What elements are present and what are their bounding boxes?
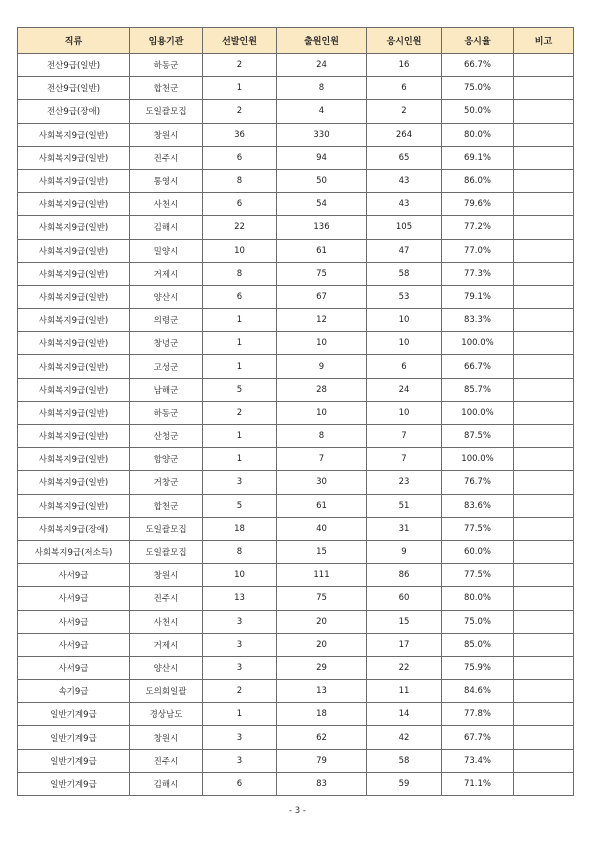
cell-examinee-count: 31 [367, 517, 442, 540]
cell-applicant-count: 15 [277, 540, 367, 563]
cell-applicant-count: 8 [277, 77, 367, 100]
cell-attendance-rate: 76.7% [442, 471, 514, 494]
cell-hiring-agency: 거제시 [130, 262, 203, 285]
table-row [18, 703, 574, 726]
cell-hiring-agency: 도의회일괄 [130, 680, 203, 703]
cell-selected-count: 13 [203, 587, 277, 610]
cell-job-category: 사회복지9급(일반) [18, 193, 130, 216]
cell-examinee-count: 58 [367, 749, 442, 772]
cell-applicant-count: 18 [277, 703, 367, 726]
table-row [18, 656, 574, 679]
table-row [18, 772, 574, 795]
cell-job-category: 사회복지9급(저소득) [18, 540, 130, 563]
cell-attendance-rate: 77.0% [442, 239, 514, 262]
cell-attendance-rate: 83.6% [442, 494, 514, 517]
cell-hiring-agency: 김해시 [130, 216, 203, 239]
cell-examinee-count: 23 [367, 471, 442, 494]
cell-job-category: 전산9급(일반) [18, 77, 130, 100]
cell-job-category: 사서9급 [18, 633, 130, 656]
cell-job-category: 사회복지9급(일반) [18, 146, 130, 169]
cell-hiring-agency: 창원시 [130, 123, 203, 146]
cell-remarks [514, 425, 574, 448]
cell-selected-count: 1 [203, 703, 277, 726]
cell-hiring-agency: 진주시 [130, 146, 203, 169]
cell-attendance-rate: 83.3% [442, 309, 514, 332]
cell-applicant-count: 20 [277, 633, 367, 656]
cell-hiring-agency: 창원시 [130, 564, 203, 587]
cell-selected-count: 5 [203, 378, 277, 401]
cell-remarks [514, 401, 574, 424]
cell-selected-count: 1 [203, 448, 277, 471]
cell-remarks [514, 564, 574, 587]
cell-examinee-count: 11 [367, 680, 442, 703]
table-row [18, 332, 574, 355]
cell-hiring-agency: 경상남도 [130, 703, 203, 726]
cell-remarks [514, 378, 574, 401]
cell-hiring-agency: 산청군 [130, 425, 203, 448]
cell-remarks [514, 54, 574, 77]
cell-job-category: 일반기계9급 [18, 749, 130, 772]
cell-remarks [514, 610, 574, 633]
cell-job-category: 사회복지9급(일반) [18, 239, 130, 262]
cell-selected-count: 8 [203, 262, 277, 285]
cell-hiring-agency: 통영시 [130, 169, 203, 192]
cell-applicant-count: 28 [277, 378, 367, 401]
cell-examinee-count: 59 [367, 772, 442, 795]
table-header [18, 28, 574, 54]
cell-examinee-count: 2 [367, 100, 442, 123]
table-row [18, 193, 574, 216]
cell-selected-count: 5 [203, 494, 277, 517]
cell-examinee-count: 47 [367, 239, 442, 262]
table-row [18, 146, 574, 169]
cell-remarks [514, 448, 574, 471]
cell-remarks [514, 239, 574, 262]
cell-hiring-agency: 양산시 [130, 656, 203, 679]
cell-attendance-rate: 66.7% [442, 355, 514, 378]
cell-applicant-count: 12 [277, 309, 367, 332]
cell-hiring-agency: 남해군 [130, 378, 203, 401]
cell-job-category: 사서9급 [18, 610, 130, 633]
cell-selected-count: 3 [203, 633, 277, 656]
cell-attendance-rate: 73.4% [442, 749, 514, 772]
cell-selected-count: 8 [203, 169, 277, 192]
cell-attendance-rate: 77.3% [442, 262, 514, 285]
cell-examinee-count: 16 [367, 54, 442, 77]
cell-hiring-agency: 도일괄모집 [130, 100, 203, 123]
header-remarks: 비고 [514, 28, 574, 54]
table-row [18, 100, 574, 123]
cell-hiring-agency: 밀양시 [130, 239, 203, 262]
cell-selected-count: 2 [203, 54, 277, 77]
table-row [18, 726, 574, 749]
cell-selected-count: 6 [203, 146, 277, 169]
cell-hiring-agency: 고성군 [130, 355, 203, 378]
page-number: - 3 - [289, 806, 306, 816]
cell-hiring-agency: 사천시 [130, 610, 203, 633]
cell-job-category: 사회복지9급(일반) [18, 471, 130, 494]
cell-selected-count: 2 [203, 680, 277, 703]
cell-examinee-count: 6 [367, 77, 442, 100]
cell-examinee-count: 43 [367, 169, 442, 192]
cell-examinee-count: 10 [367, 332, 442, 355]
table-row [18, 494, 574, 517]
cell-examinee-count: 43 [367, 193, 442, 216]
cell-remarks [514, 77, 574, 100]
cell-job-category: 사회복지9급(일반) [18, 123, 130, 146]
cell-applicant-count: 29 [277, 656, 367, 679]
table-row [18, 77, 574, 100]
cell-job-category: 사서9급 [18, 656, 130, 679]
cell-attendance-rate: 85.0% [442, 633, 514, 656]
cell-remarks [514, 146, 574, 169]
cell-attendance-rate: 77.2% [442, 216, 514, 239]
header-applicant-count: 출원인원 [277, 28, 367, 54]
cell-remarks [514, 633, 574, 656]
cell-applicant-count: 94 [277, 146, 367, 169]
table-row [18, 378, 574, 401]
cell-attendance-rate: 80.0% [442, 123, 514, 146]
cell-job-category: 전산9급(장애) [18, 100, 130, 123]
cell-selected-count: 1 [203, 355, 277, 378]
cell-job-category: 사회복지9급(일반) [18, 401, 130, 424]
cell-selected-count: 1 [203, 332, 277, 355]
cell-attendance-rate: 75.0% [442, 610, 514, 633]
cell-attendance-rate: 66.7% [442, 54, 514, 77]
cell-selected-count: 1 [203, 77, 277, 100]
cell-applicant-count: 54 [277, 193, 367, 216]
cell-attendance-rate: 75.0% [442, 77, 514, 100]
cell-job-category: 전산9급(일반) [18, 54, 130, 77]
table-row [18, 680, 574, 703]
cell-applicant-count: 4 [277, 100, 367, 123]
cell-attendance-rate: 71.1% [442, 772, 514, 795]
table-row [18, 633, 574, 656]
cell-job-category: 사회복지9급(일반) [18, 494, 130, 517]
cell-hiring-agency: 창원시 [130, 726, 203, 749]
cell-applicant-count: 67 [277, 285, 367, 308]
cell-hiring-agency: 진주시 [130, 749, 203, 772]
cell-remarks [514, 216, 574, 239]
header-attendance-rate: 응시율 [442, 28, 514, 54]
cell-applicant-count: 111 [277, 564, 367, 587]
cell-attendance-rate: 86.0% [442, 169, 514, 192]
cell-hiring-agency: 도일괄모집 [130, 517, 203, 540]
cell-applicant-count: 10 [277, 401, 367, 424]
cell-attendance-rate: 100.0% [442, 401, 514, 424]
cell-attendance-rate: 69.1% [442, 146, 514, 169]
cell-hiring-agency: 합천군 [130, 494, 203, 517]
cell-examinee-count: 58 [367, 262, 442, 285]
cell-examinee-count: 9 [367, 540, 442, 563]
cell-examinee-count: 264 [367, 123, 442, 146]
cell-applicant-count: 136 [277, 216, 367, 239]
cell-hiring-agency: 도일괄모집 [130, 540, 203, 563]
cell-examinee-count: 15 [367, 610, 442, 633]
cell-applicant-count: 79 [277, 749, 367, 772]
cell-remarks [514, 703, 574, 726]
cell-job-category: 사회복지9급(일반) [18, 262, 130, 285]
cell-job-category: 일반기계9급 [18, 703, 130, 726]
header-row [18, 28, 574, 54]
cell-remarks [514, 587, 574, 610]
table-row [18, 355, 574, 378]
cell-selected-count: 1 [203, 425, 277, 448]
cell-examinee-count: 10 [367, 401, 442, 424]
cell-applicant-count: 330 [277, 123, 367, 146]
cell-selected-count: 10 [203, 564, 277, 587]
cell-remarks [514, 726, 574, 749]
cell-applicant-count: 8 [277, 425, 367, 448]
cell-job-category: 일반기계9급 [18, 726, 130, 749]
cell-attendance-rate: 50.0% [442, 100, 514, 123]
cell-attendance-rate: 100.0% [442, 332, 514, 355]
cell-attendance-rate: 77.5% [442, 564, 514, 587]
cell-attendance-rate: 84.6% [442, 680, 514, 703]
cell-applicant-count: 50 [277, 169, 367, 192]
cell-attendance-rate: 85.7% [442, 378, 514, 401]
cell-remarks [514, 517, 574, 540]
cell-hiring-agency: 거창군 [130, 471, 203, 494]
table-row [18, 749, 574, 772]
cell-selected-count: 6 [203, 285, 277, 308]
cell-hiring-agency: 하동군 [130, 54, 203, 77]
cell-remarks [514, 355, 574, 378]
table-row [18, 239, 574, 262]
cell-job-category: 사서9급 [18, 564, 130, 587]
cell-applicant-count: 83 [277, 772, 367, 795]
cell-selected-count: 3 [203, 471, 277, 494]
cell-hiring-agency: 하동군 [130, 401, 203, 424]
cell-remarks [514, 309, 574, 332]
cell-job-category: 사서9급 [18, 587, 130, 610]
cell-applicant-count: 7 [277, 448, 367, 471]
header-job-category: 직류 [18, 28, 130, 54]
cell-remarks [514, 656, 574, 679]
cell-applicant-count: 24 [277, 54, 367, 77]
table-row [18, 285, 574, 308]
cell-examinee-count: 10 [367, 309, 442, 332]
cell-hiring-agency: 진주시 [130, 587, 203, 610]
cell-remarks [514, 680, 574, 703]
cell-examinee-count: 7 [367, 448, 442, 471]
cell-remarks [514, 169, 574, 192]
cell-attendance-rate: 80.0% [442, 587, 514, 610]
cell-examinee-count: 24 [367, 378, 442, 401]
cell-applicant-count: 62 [277, 726, 367, 749]
cell-hiring-agency: 거제시 [130, 633, 203, 656]
cell-applicant-count: 61 [277, 239, 367, 262]
header-hiring-agency: 임용기관 [130, 28, 203, 54]
cell-applicant-count: 30 [277, 471, 367, 494]
cell-attendance-rate: 67.7% [442, 726, 514, 749]
cell-examinee-count: 86 [367, 564, 442, 587]
cell-hiring-agency: 의령군 [130, 309, 203, 332]
cell-attendance-rate: 87.5% [442, 425, 514, 448]
cell-job-category: 사회복지9급(일반) [18, 332, 130, 355]
cell-hiring-agency: 창녕군 [130, 332, 203, 355]
cell-remarks [514, 193, 574, 216]
cell-applicant-count: 61 [277, 494, 367, 517]
cell-attendance-rate: 79.6% [442, 193, 514, 216]
cell-attendance-rate: 60.0% [442, 540, 514, 563]
cell-remarks [514, 494, 574, 517]
cell-examinee-count: 53 [367, 285, 442, 308]
table-row [18, 309, 574, 332]
table-row [18, 425, 574, 448]
cell-hiring-agency: 합천군 [130, 77, 203, 100]
cell-examinee-count: 105 [367, 216, 442, 239]
cell-remarks [514, 100, 574, 123]
cell-remarks [514, 285, 574, 308]
cell-selected-count: 3 [203, 726, 277, 749]
header-selected-count: 선발인원 [203, 28, 277, 54]
table-row [18, 54, 574, 77]
cell-applicant-count: 13 [277, 680, 367, 703]
cell-job-category: 사회복지9급(일반) [18, 425, 130, 448]
cell-job-category: 사회복지9급(일반) [18, 216, 130, 239]
cell-attendance-rate: 100.0% [442, 448, 514, 471]
table-row [18, 448, 574, 471]
cell-selected-count: 3 [203, 656, 277, 679]
cell-examinee-count: 7 [367, 425, 442, 448]
cell-applicant-count: 40 [277, 517, 367, 540]
header-examinee-count: 응시인원 [367, 28, 442, 54]
cell-examinee-count: 6 [367, 355, 442, 378]
cell-applicant-count: 20 [277, 610, 367, 633]
cell-remarks [514, 123, 574, 146]
cell-selected-count: 3 [203, 749, 277, 772]
table-row [18, 262, 574, 285]
cell-examinee-count: 51 [367, 494, 442, 517]
table-row [18, 471, 574, 494]
cell-selected-count: 36 [203, 123, 277, 146]
cell-examinee-count: 17 [367, 633, 442, 656]
cell-remarks [514, 262, 574, 285]
cell-remarks [514, 749, 574, 772]
cell-remarks [514, 772, 574, 795]
cell-attendance-rate: 75.9% [442, 656, 514, 679]
cell-examinee-count: 22 [367, 656, 442, 679]
recruitment-stats-table [17, 27, 574, 796]
table-row [18, 610, 574, 633]
cell-job-category: 사회복지9급(일반) [18, 169, 130, 192]
cell-remarks [514, 471, 574, 494]
cell-examinee-count: 14 [367, 703, 442, 726]
cell-job-category: 일반기계9급 [18, 772, 130, 795]
cell-applicant-count: 75 [277, 587, 367, 610]
cell-remarks [514, 540, 574, 563]
cell-hiring-agency: 사천시 [130, 193, 203, 216]
table-row [18, 216, 574, 239]
cell-hiring-agency: 김해시 [130, 772, 203, 795]
cell-selected-count: 22 [203, 216, 277, 239]
cell-selected-count: 1 [203, 309, 277, 332]
cell-attendance-rate: 77.8% [442, 703, 514, 726]
cell-selected-count: 6 [203, 772, 277, 795]
cell-hiring-agency: 양산시 [130, 285, 203, 308]
cell-selected-count: 3 [203, 610, 277, 633]
cell-attendance-rate: 77.5% [442, 517, 514, 540]
cell-examinee-count: 65 [367, 146, 442, 169]
cell-applicant-count: 10 [277, 332, 367, 355]
cell-selected-count: 2 [203, 401, 277, 424]
table-row [18, 169, 574, 192]
cell-job-category: 사회복지9급(일반) [18, 355, 130, 378]
table-row [18, 587, 574, 610]
table-row [18, 401, 574, 424]
cell-hiring-agency: 함양군 [130, 448, 203, 471]
cell-applicant-count: 75 [277, 262, 367, 285]
table-row [18, 517, 574, 540]
cell-selected-count: 18 [203, 517, 277, 540]
cell-selected-count: 2 [203, 100, 277, 123]
cell-job-category: 사회복지9급(일반) [18, 309, 130, 332]
cell-selected-count: 6 [203, 193, 277, 216]
cell-selected-count: 10 [203, 239, 277, 262]
cell-job-category: 속기9급 [18, 680, 130, 703]
cell-job-category: 사회복지9급(장애) [18, 517, 130, 540]
cell-applicant-count: 9 [277, 355, 367, 378]
cell-job-category: 사회복지9급(일반) [18, 378, 130, 401]
cell-examinee-count: 42 [367, 726, 442, 749]
cell-selected-count: 8 [203, 540, 277, 563]
cell-examinee-count: 60 [367, 587, 442, 610]
table-row [18, 540, 574, 563]
table-body [18, 54, 574, 796]
cell-attendance-rate: 79.1% [442, 285, 514, 308]
table-row [18, 123, 574, 146]
table-row [18, 564, 574, 587]
cell-remarks [514, 332, 574, 355]
cell-job-category: 사회복지9급(일반) [18, 448, 130, 471]
cell-job-category: 사회복지9급(일반) [18, 285, 130, 308]
